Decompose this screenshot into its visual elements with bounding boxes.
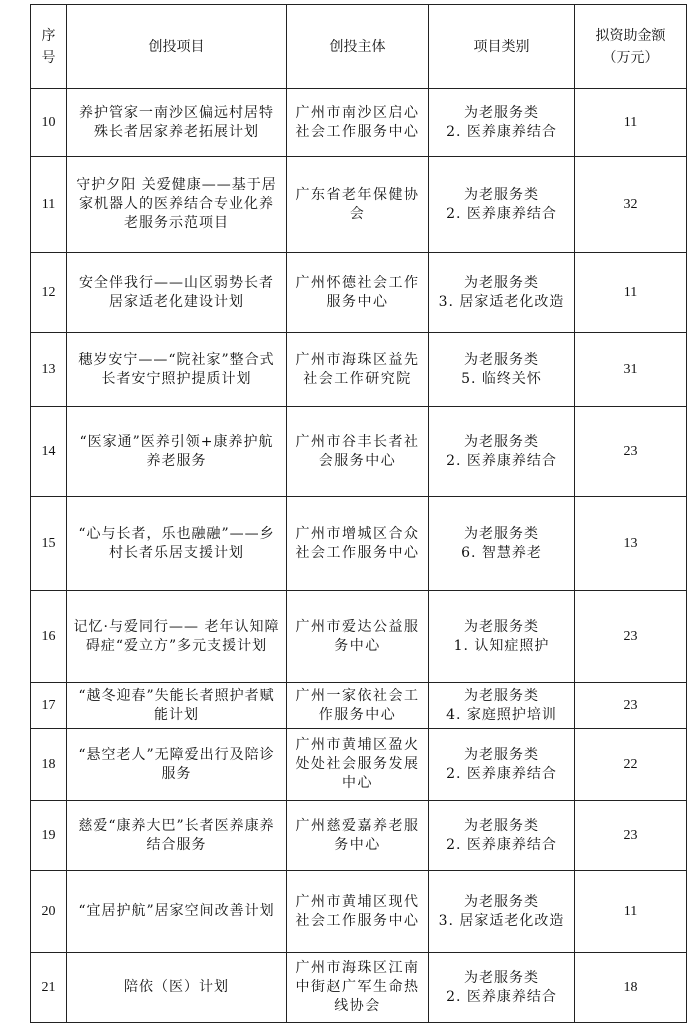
row-no: 21	[31, 953, 67, 1023]
table-row	[31, 333, 687, 407]
row-no: 15	[31, 497, 67, 591]
row-category-sub: 1. 认知症照护	[453, 637, 550, 654]
row-project: 养护管家一南沙区偏远村居特殊长者居家养老拓展计划	[67, 89, 287, 157]
row-category	[429, 729, 575, 801]
row-category-sub: 2. 医养康养结合	[446, 452, 557, 469]
row-org: 广州市黄埔区盈火处处社会服务发展中心	[287, 729, 429, 801]
header-no: 序号	[31, 5, 67, 89]
row-category-sub: 5. 临终关怀	[461, 370, 542, 387]
row-amount: 32	[575, 157, 687, 253]
row-org: 广州市增城区合众社会工作服务中心	[287, 497, 429, 591]
row-category	[429, 407, 575, 497]
table-row	[31, 497, 687, 591]
row-category	[429, 497, 575, 591]
row-project: 守护夕阳 关爱健康——基于居家机器人的医养结合专业化养老服务示范项目	[67, 157, 287, 253]
row-amount: 23	[575, 683, 687, 729]
row-project: 安全伴我行——山区弱势长者居家适老化建设计划	[67, 253, 287, 333]
table-row	[31, 729, 687, 801]
row-category-type: 为老服务类	[464, 618, 539, 635]
row-category	[429, 253, 575, 333]
table-row	[31, 683, 687, 729]
row-org: 广州市海珠区江南中街赵广军生命热线协会	[287, 953, 429, 1023]
row-category-type: 为老服务类	[464, 746, 539, 763]
table-row	[31, 953, 687, 1023]
table-row	[31, 89, 687, 157]
header-org: 创投主体	[287, 5, 429, 89]
row-no: 18	[31, 729, 67, 801]
row-no: 19	[31, 801, 67, 871]
table-row	[31, 407, 687, 497]
row-project: 陪依（医）计划	[67, 953, 287, 1023]
row-category-sub: 2. 医养康养结合	[446, 205, 557, 222]
row-amount: 11	[575, 253, 687, 333]
row-category-sub: 2. 医养康养结合	[446, 123, 557, 140]
row-category-type: 为老服务类	[464, 433, 539, 450]
row-no: 13	[31, 333, 67, 407]
row-category-type: 为老服务类	[464, 687, 539, 704]
row-category	[429, 333, 575, 407]
row-project: “医家通”医养引领+康养护航养老服务	[67, 407, 287, 497]
row-org: 广州市南沙区启心社会工作服务中心	[287, 89, 429, 157]
header-amount: 拟资助金额（万元）	[575, 5, 687, 89]
row-category-sub: 2. 医养康养结合	[446, 765, 557, 782]
row-category-sub: 6. 智慧养老	[461, 544, 542, 561]
row-category-type: 为老服务类	[464, 186, 539, 203]
row-no: 12	[31, 253, 67, 333]
row-category-type: 为老服务类	[464, 817, 539, 834]
row-org: 广州市黄埔区现代社会工作服务中心	[287, 871, 429, 953]
row-category	[429, 683, 575, 729]
row-amount: 18	[575, 953, 687, 1023]
row-project: 记忆·与爱同行—— 老年认知障碍症“爱立方”多元支援计划	[67, 591, 287, 683]
row-amount: 31	[575, 333, 687, 407]
table-row	[31, 253, 687, 333]
row-project: 慈爱“康养大巴”长者医养康养结合服务	[67, 801, 287, 871]
row-category	[429, 157, 575, 253]
row-amount: 11	[575, 89, 687, 157]
row-amount: 11	[575, 871, 687, 953]
row-category	[429, 89, 575, 157]
row-amount: 23	[575, 591, 687, 683]
row-project: “悬空老人”无障爱出行及陪诊服务	[67, 729, 287, 801]
grant-table	[30, 4, 687, 1023]
row-category	[429, 871, 575, 953]
row-project: “心与长者，乐也融融”——乡村长者乐居支援计划	[67, 497, 287, 591]
row-org: 广州市谷丰长者社会服务中心	[287, 407, 429, 497]
row-category	[429, 801, 575, 871]
row-amount: 22	[575, 729, 687, 801]
row-category-sub: 4. 家庭照护培训	[446, 706, 557, 723]
table-row	[31, 591, 687, 683]
header-project: 创投项目	[67, 5, 287, 89]
row-category-type: 为老服务类	[464, 104, 539, 121]
row-org: 广州慈爱嘉养老服务中心	[287, 801, 429, 871]
row-no: 20	[31, 871, 67, 953]
row-no: 14	[31, 407, 67, 497]
row-org: 广州市海珠区益先社会工作研究院	[287, 333, 429, 407]
row-category-sub: 3. 居家适老化改造	[438, 293, 565, 310]
row-org: 广州怀德社会工作服务中心	[287, 253, 429, 333]
row-no: 10	[31, 89, 67, 157]
row-amount: 13	[575, 497, 687, 591]
row-category	[429, 591, 575, 683]
row-no: 11	[31, 157, 67, 253]
table-row	[31, 801, 687, 871]
row-category-type: 为老服务类	[464, 893, 539, 910]
row-no: 16	[31, 591, 67, 683]
row-category-type: 为老服务类	[464, 969, 539, 986]
row-org: 广州市爱达公益服务中心	[287, 591, 429, 683]
table-row	[31, 871, 687, 953]
row-category-type: 为老服务类	[464, 525, 539, 542]
row-project: “宜居护航”居家空间改善计划	[67, 871, 287, 953]
header-category: 项目类别	[429, 5, 575, 89]
row-no: 17	[31, 683, 67, 729]
row-category-sub: 3. 居家适老化改造	[438, 912, 565, 929]
row-category-sub: 2. 医养康养结合	[446, 836, 557, 853]
header-row	[31, 5, 687, 89]
table-row	[31, 157, 687, 253]
row-category-sub: 2. 医养康养结合	[446, 988, 557, 1005]
row-category	[429, 953, 575, 1023]
row-amount: 23	[575, 407, 687, 497]
row-org: 广州一家依社会工作服务中心	[287, 683, 429, 729]
row-amount: 23	[575, 801, 687, 871]
row-category-type: 为老服务类	[464, 274, 539, 291]
row-org: 广东省老年保健协会	[287, 157, 429, 253]
row-category-type: 为老服务类	[464, 351, 539, 368]
row-project: “越冬迎春”失能长者照护者赋能计划	[67, 683, 287, 729]
row-project: 穗岁安宁——“院社家”整合式长者安宁照护提质计划	[67, 333, 287, 407]
